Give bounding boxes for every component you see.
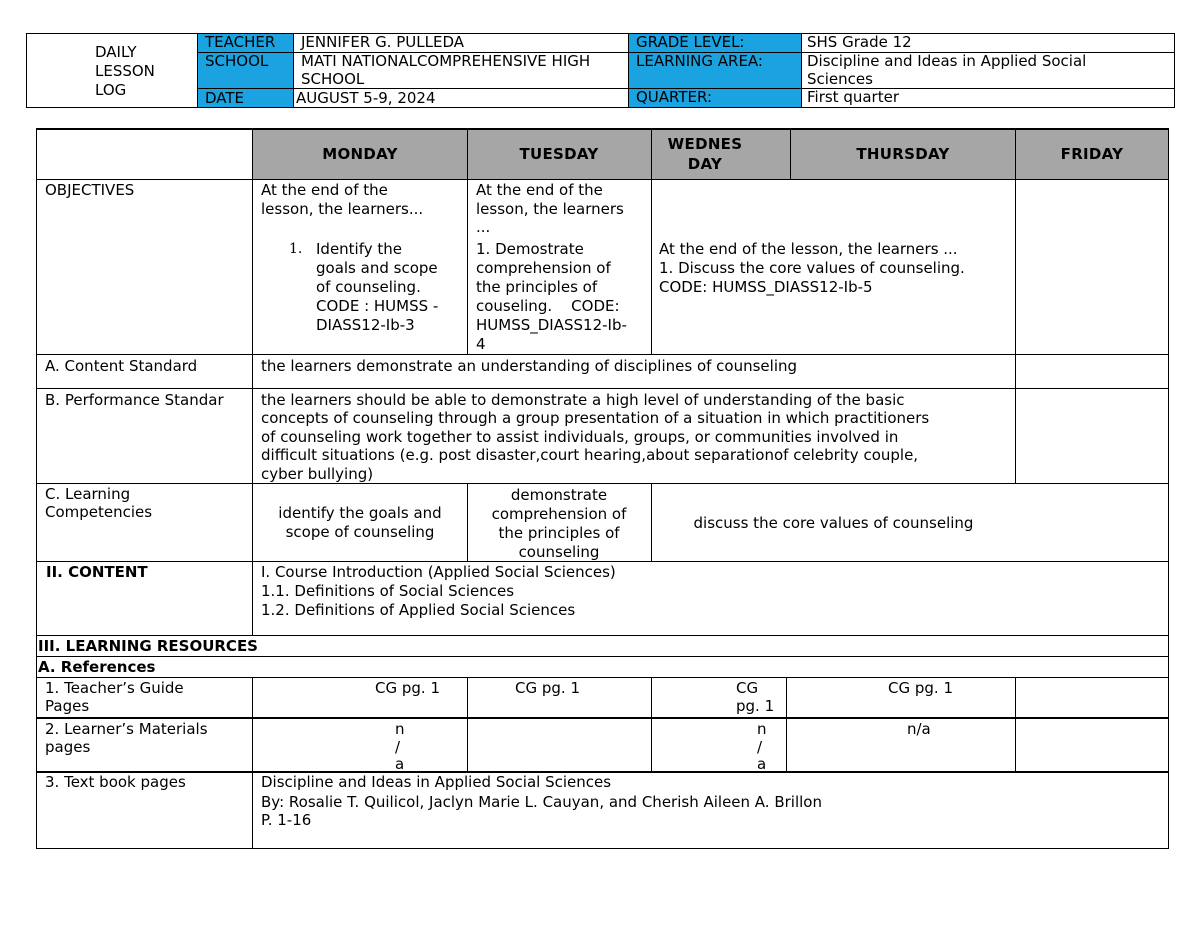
learners-materials-monday-2: / <box>395 738 401 756</box>
day-header-monday: MONDAY <box>322 145 398 163</box>
grade-label: GRADE LEVEL: <box>636 33 745 51</box>
learners-materials-thursday: n/a <box>907 720 931 738</box>
objectives-tuesday-line-2: lesson, the learners <box>476 200 624 218</box>
content-line-1: I. Course Introduction (Applied Social Sciences) <box>261 563 616 581</box>
competency-tuesday-line-3: the principles of <box>498 524 620 542</box>
school-value-line-2: SCHOOL <box>301 70 365 88</box>
performance-standard-line-3: of counseling work together to assist individuals, groups, or communities involved in <box>261 428 899 446</box>
objectives-monday-item-4: CODE : HUMSS - <box>316 297 439 315</box>
competency-tuesday-line-1: demonstrate <box>510 486 608 504</box>
textbook-line-3: P. 1-16 <box>261 811 312 829</box>
objectives-tuesday-line-3: ... <box>476 218 491 236</box>
performance-standard-line-1: the learners should be able to demonstrate a high level of understanding of the basic <box>261 391 905 409</box>
quarter-label: QUARTER: <box>636 88 713 106</box>
day-header-thursday: THURSDAY <box>856 145 950 163</box>
teachers-guide-wednesday-2: pg. 1 <box>736 697 775 715</box>
teacher-label: TEACHER <box>205 33 276 51</box>
objectives-monday-item-1: Identify the <box>316 240 403 258</box>
learning-competencies-label-2: Competencies <box>45 503 153 521</box>
objectives-tuesday-line-5: comprehension of <box>476 259 611 277</box>
learners-materials-monday-3: a <box>395 755 405 773</box>
learners-materials-wednesday-3: a <box>757 755 767 773</box>
objectives-tuesday-line-8: HUMSS_DIASS12-Ib- <box>476 316 627 334</box>
textbook-line-1: Discipline and Ideas in Applied Social Sciences <box>261 773 612 791</box>
objectives-tuesday-line-7: couseling. CODE: <box>476 297 620 315</box>
school-label: SCHOOL <box>205 52 269 70</box>
textbook-line-2: By: Rosalie T. Quilicol, Jaclyn Marie L. Cauyan, and Cherish Aileen A. Brillon <box>261 793 822 811</box>
teachers-guide-tuesday: CG pg. 1 <box>515 679 580 697</box>
content-standard-label: A. Content Standard <box>45 357 198 375</box>
competency-wed-thu: discuss the core values of counseling <box>693 514 974 532</box>
performance-standard-label: B. Performance Standar <box>45 391 224 409</box>
learning-resources-label: III. LEARNING RESOURCES <box>38 637 258 655</box>
objectives-tuesday-line-4: 1. Demostrate <box>476 240 584 258</box>
performance-standard-line-5: cyber bullying) <box>261 465 374 483</box>
learners-materials-monday-1: n <box>395 720 405 738</box>
references-label: A. References <box>38 658 156 676</box>
objectives-monday-item-3: of counseling. <box>316 278 421 296</box>
objectives-tuesday-line-1: At the end of the <box>476 181 603 199</box>
objectives-monday-item-5: DIASS12-Ib-3 <box>316 316 415 334</box>
teachers-guide-label-1: 1. Teacher’s Guide <box>45 679 184 697</box>
day-header-wednesday-line-2: DAY <box>687 155 723 173</box>
objectives-wed-thu-line-2: 1. Discuss the core values of counseling. <box>659 259 965 277</box>
content-label: II. CONTENT <box>46 563 148 581</box>
objectives-monday-intro-1: At the end of the <box>261 181 388 199</box>
area-value-line-1: Discipline and Ideas in Applied Social <box>807 52 1087 70</box>
objectives-label: OBJECTIVES <box>45 181 135 199</box>
content-line-2: 1.1. Definitions of Social Sciences <box>261 582 515 600</box>
learners-materials-label-1: 2. Learner’s Materials <box>45 720 208 738</box>
competency-monday-line-1: identify the goals and <box>278 504 442 522</box>
school-value-line-1: MATI NATIONALCOMPREHENSIVE HIGH <box>301 52 591 70</box>
dll-label-line-1: DAILY <box>95 43 137 61</box>
teachers-guide-wednesday-1: CG <box>736 679 759 697</box>
dll-label-line-3: LOG <box>95 81 127 99</box>
objectives-tuesday-line-6: the principles of <box>476 278 598 296</box>
competency-monday-line-2: scope of counseling <box>285 523 435 541</box>
teacher-value: JENNIFER G. PULLEDA <box>301 33 464 51</box>
performance-standard-line-2: concepts of counseling through a group presentation of a situation in which practitioners <box>261 409 930 427</box>
objectives-monday-item-2: goals and scope <box>316 259 438 277</box>
objectives-monday-item-number: 1. <box>289 241 303 257</box>
learners-materials-label-2: pages <box>45 738 91 756</box>
teachers-guide-label-2: Pages <box>45 697 90 715</box>
teachers-guide-monday: CG pg. 1 <box>375 679 440 697</box>
day-header-friday: FRIDAY <box>1060 145 1124 163</box>
date-value: AUGUST 5-9, 2024 <box>296 89 436 107</box>
quarter-value: First quarter <box>807 88 899 106</box>
competency-tuesday-line-4: counseling <box>518 543 600 561</box>
textbook-label: 3. Text book pages <box>45 773 186 791</box>
date-label: DATE <box>205 89 245 107</box>
teachers-guide-thursday: CG pg. 1 <box>888 679 953 697</box>
day-header-wednesday-line-1: WEDNES <box>667 135 743 153</box>
content-standard-value: the learners demonstrate an understanding of disciplines of counseling <box>261 357 798 375</box>
learners-materials-wednesday-2: / <box>757 738 763 756</box>
grade-value: SHS Grade 12 <box>807 33 912 51</box>
area-label: LEARNING AREA: <box>636 52 763 70</box>
objectives-monday-intro-2: lesson, the learners... <box>261 200 424 218</box>
content-line-3: 1.2. Definitions of Applied Social Sciences <box>261 601 576 619</box>
objectives-tuesday-line-9: 4 <box>476 335 486 353</box>
dll-label-line-2: LESSON <box>95 62 155 80</box>
competency-tuesday-line-2: comprehension of <box>491 505 627 523</box>
objectives-wed-thu-line-1: At the end of the lesson, the learners ... <box>659 240 958 258</box>
area-value-line-2: Sciences <box>807 70 873 88</box>
learners-materials-wednesday-1: n <box>757 720 767 738</box>
learning-competencies-label-1: C. Learning <box>45 485 131 503</box>
day-header-tuesday: TUESDAY <box>519 145 599 163</box>
performance-standard-line-4: difficult situations (e.g. post disaster,court hearing,about separationof celebrity couple, <box>261 446 919 464</box>
objectives-wed-thu-line-3: CODE: HUMSS_DIASS12-Ib-5 <box>659 278 873 296</box>
